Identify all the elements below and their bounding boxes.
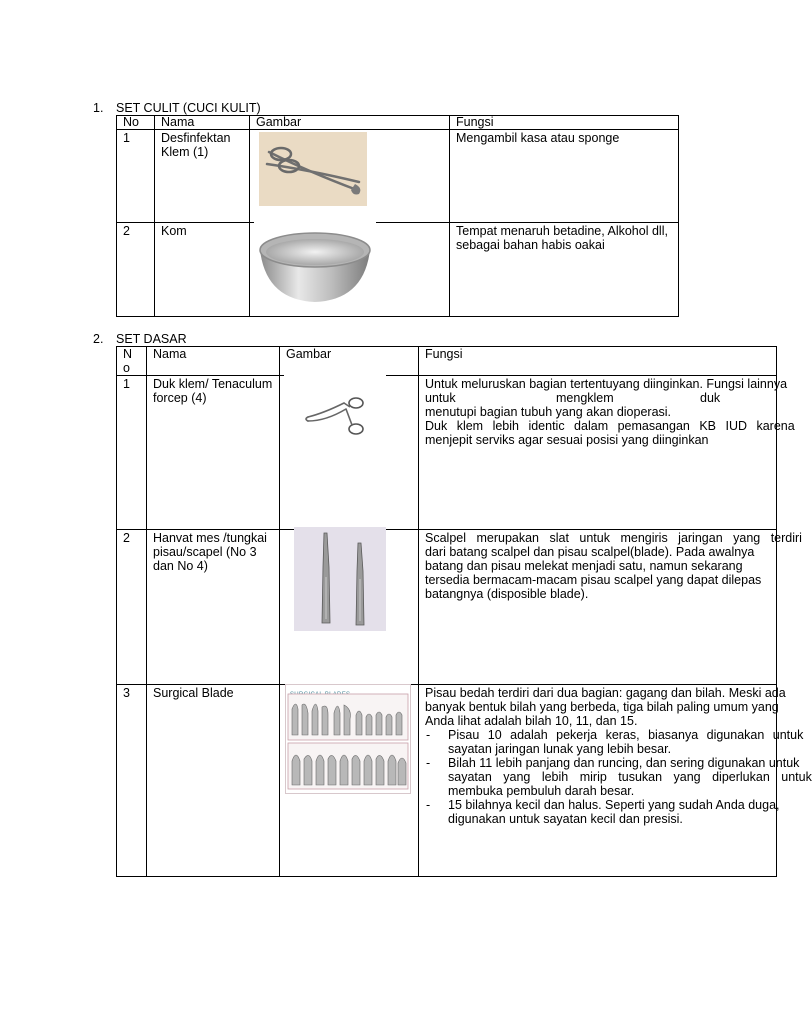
row-image-cell [280,530,419,685]
row-number: 2 [117,223,155,317]
section-1-heading: 1. SET CULIT (CUCI KULIT) [93,101,261,115]
header-nama: Nama [155,116,250,130]
table-row [117,530,777,685]
row-function: Pisau bedah terdiri dari dua bagian: gagang dan bilah. Meski ada banyak bentuk bilah yang berbeda, tiga bilah paling umum yang Anda lihat adalah bilah 10, 11, dan 15. - Pisau 10 adalah pekerja keras, biasanya digunakan untuk sayatan jaringan lunak yang lebih besar. - Bilah 11 lebih panjang dan runcing, dan sering digunakan untuk sayatan yang lebih mirip tusukan yang diperlukan untuk membuka pembuluh darah besar. - 15 bilahnya kecil dan halus. Seperti yang sudah Anda duga, digunakan untuk sayatan kecil dan presisi. [419,685,777,877]
section-2-heading: 2. SET DASAR [93,332,187,346]
table-row [117,376,777,530]
header-no: No [117,116,155,130]
header-gambar: Gambar [280,347,419,376]
row-function: Mengambil kasa atau sponge [450,130,679,223]
table-row [117,685,777,877]
row-function: Tempat menaruh betadine, Alkohol dll, sebagai bahan habis oakai [450,223,679,317]
header-fungsi: Fungsi [450,116,679,130]
row-name: Kom [155,223,250,317]
row-image-cell [250,223,450,317]
surgical-blades-chart-image [285,684,411,794]
table-header-row [117,347,777,376]
table-header-row [117,116,679,130]
set-culit-table [116,115,679,317]
sponge-forceps-image [259,132,367,206]
row-name: Desfinfektan Klem (1) [155,130,250,223]
row-function: Untuk meluruskan bagian tertentuyang diinginkan. Fungsi lainnya untuk mengklem duk menutupi bagian tubuh yang akan dioperasi. Duk klem lebih identic dalam pemasangan KB IUD karena menjepit serviks agar sesuai posisi yang diinginkan [419,376,777,530]
row-number: 2 [117,530,147,685]
header-gambar: Gambar [250,116,450,130]
row-function: Scalpel merupakan slat untuk mengiris jaringan yang terdiri dari batang scalpel dan pisau scalpel(blade). Pada awalnya batang dan pisau melekat menjadi satu, namun sekarang tersedia bermacam-macam pisau scalpel yang dapat dilepas batangnya (disposible blade). [419,530,777,685]
row-name: Surgical Blade [147,685,280,877]
table-row [117,130,679,223]
row-number: 3 [117,685,147,877]
table-row [117,223,679,317]
header-nama: Nama [147,347,280,376]
row-name: Hanvat mes /tungkai pisau/scapel (No 3 dan No 4) [147,530,280,685]
row-image-cell [250,130,450,223]
header-fungsi: Fungsi [419,347,777,376]
set-dasar-table [116,346,812,877]
towel-clamp-image [284,373,386,437]
steel-bowl-image [254,222,376,306]
list-item: - Bilah 11 lebih panjang dan runcing, dan sering digunakan untuk sayatan yang lebih mirip tusukan yang diperlukan untuk membuka pembuluh darah besar. [425,756,770,798]
row-number: 1 [117,130,155,223]
row-number: 1 [117,376,147,530]
list-item: - Pisau 10 adalah pekerja keras, biasanya digunakan untuk sayatan jaringan lunak yang lebih besar. [425,728,770,756]
row-image-cell [280,376,419,530]
row-image-cell [280,685,419,877]
scalpel-handle-image [294,527,386,631]
list-item: - 15 bilahnya kecil dan halus. Seperti yang sudah Anda duga, digunakan untuk sayatan kecil dan presisi. [425,798,770,826]
header-no: No [117,347,147,376]
blade-bullet-list [425,728,812,826]
row-name: Duk klem/ Tenaculum forcep (4) [147,376,280,530]
